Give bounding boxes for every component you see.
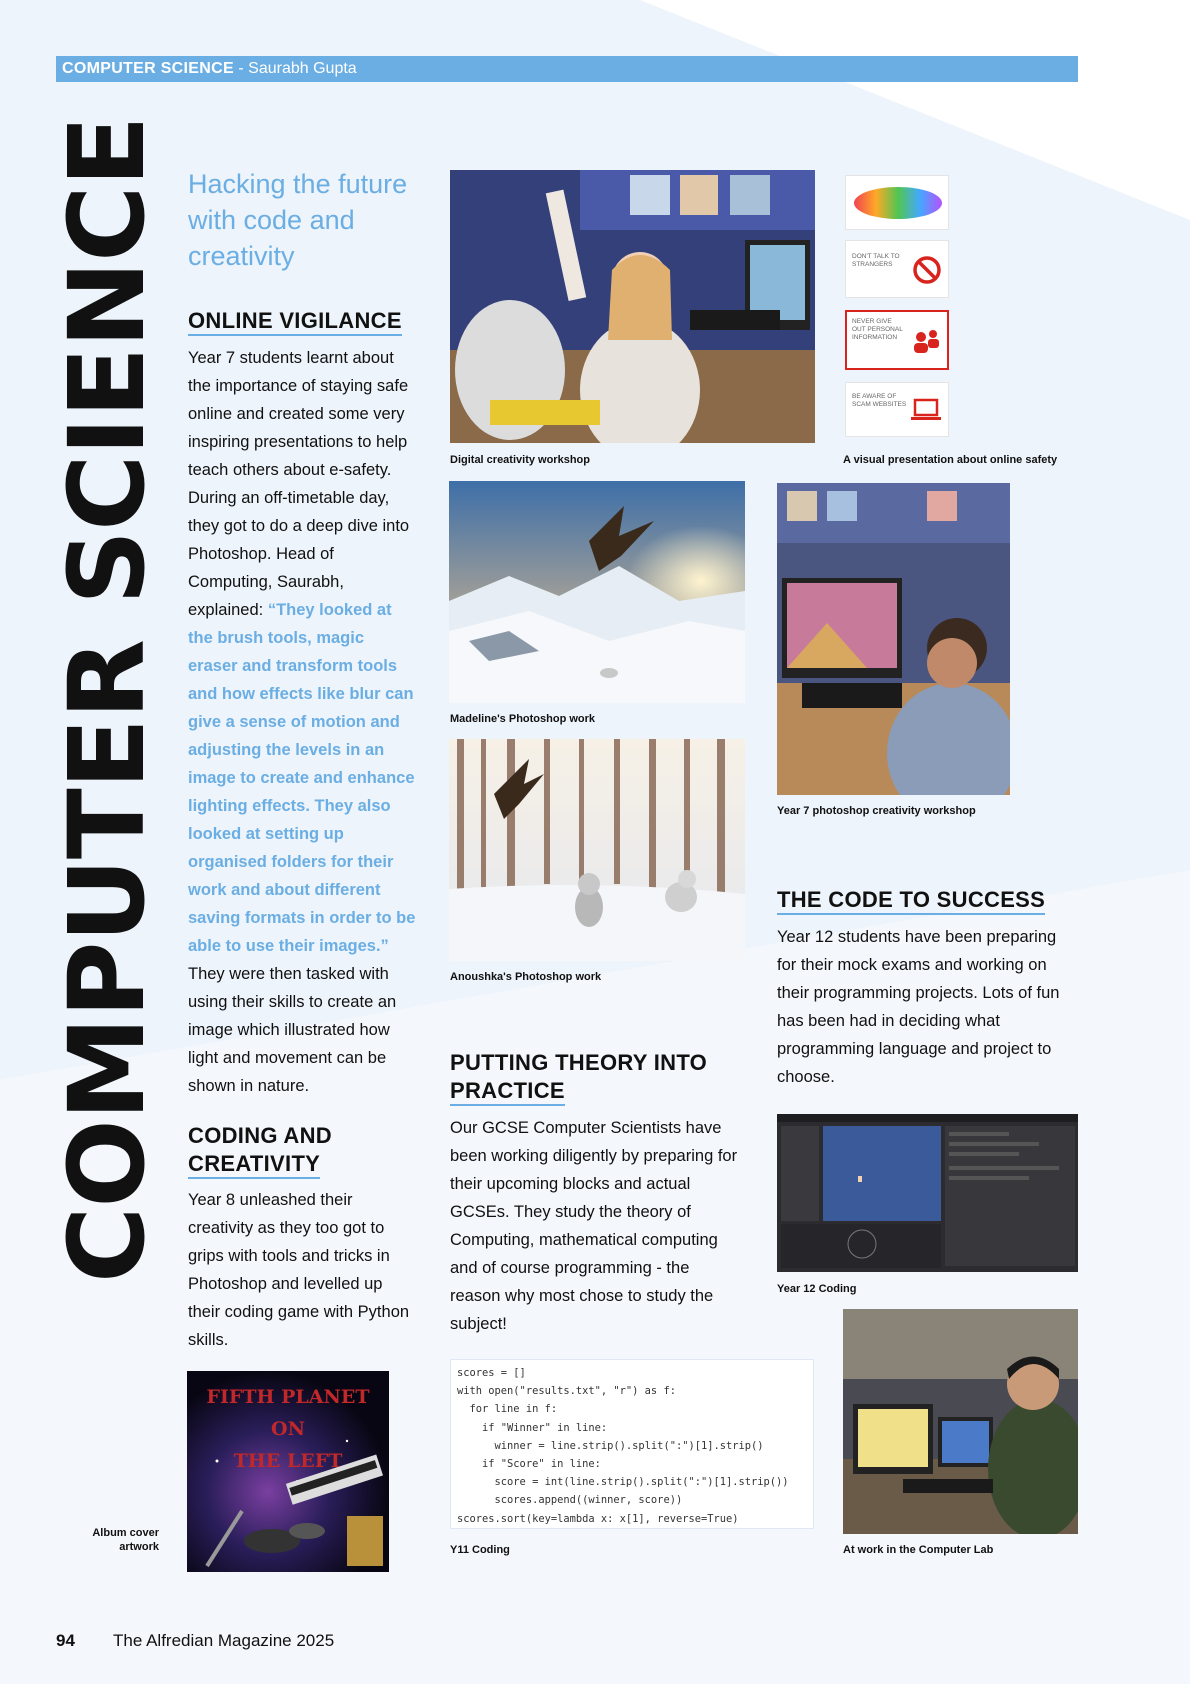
- code-line: scores.append((winner, score)): [457, 1494, 683, 1507]
- digital-workshop-photo: [450, 170, 815, 443]
- code-line: winner = line.strip().split(":")[1].strip(): [457, 1439, 764, 1452]
- online-vigilance-text: Year 7 students learnt about the importance of staying safe online and created some very inspiring presentations to help teach others about e-safety. During an off-timetable day, they got to do a deep dive into Photoshop. Head of Computing, Saurabh, explained: “They looked at the brush tools, magic eraser and transform tools and how effects like blur can give a sense of motion and adjusting the levels in an image to create and enhance lighting effects. They also looked at setting up organised folders for their work and about different saving formats in order to be able to use their images.” They were then tasked with using their skills to create an image which illustrated how light and movement can be shown in nature.: [188, 349, 416, 1095]
- computer-lab-photo: [843, 1309, 1078, 1534]
- album-title: FIFTH PLANET ON THE LEFT: [206, 1386, 370, 1472]
- code-line: for line in f:: [457, 1403, 558, 1416]
- laptop-icon: [910, 397, 942, 423]
- safety-card-scam: BE AWARE OF SCAM WEBSITES: [845, 382, 949, 437]
- caption-year12-coding: Year 12 Coding: [777, 1283, 857, 1295]
- header-subject: COMPUTER SCIENCE: [62, 60, 234, 77]
- code-line: scores.sort(key=lambda x: x[1], reverse=True): [457, 1512, 739, 1525]
- heading-code-to-success: THE CODE TO SUCCESS: [777, 886, 1045, 914]
- madeline-photoshop-image: [449, 481, 745, 703]
- heading-coding-creativity: CODING AND CREATIVITY: [188, 1122, 332, 1178]
- magazine-name: The Alfredian Magazine 2025: [113, 1631, 335, 1650]
- section-header-bar: [56, 56, 1078, 82]
- header-author: - Saurabh Gupta: [233, 60, 357, 77]
- code-line: with open("results.txt", "r") as f:: [457, 1385, 676, 1398]
- caption-album-cover: Album cover artwork: [92, 1527, 159, 1553]
- people-icon: [911, 326, 941, 356]
- code-line: if "Score" in line:: [457, 1458, 601, 1471]
- no-entry-icon: [912, 255, 942, 285]
- safety-card-personal-info: NEVER GIVE OUT PERSONAL INFORMATION: [845, 310, 949, 370]
- year12-coding-image: [777, 1114, 1078, 1272]
- heading-theory-practice: PUTTING THEORY INTO PRACTICE: [450, 1049, 707, 1105]
- anoushka-photoshop-image: [449, 739, 745, 961]
- coding-creativity-text: Year 8 unleashed their creativity as they too got to grips with tools and tricks in Photoshop and levelled up their coding game with Python skills.: [188, 1191, 410, 1349]
- code-to-success-text: Year 12 students have been preparing for their mock exams and working on their programming projects. Lots of fun has been had in deciding what programming language and project to choose.: [777, 928, 1060, 1086]
- theory-practice-text: Our GCSE Computer Scientists have been working diligently by preparing for their upcoming blocks and actual GCSEs. They study the theory of Computing, mathematical computing and of course programming - the reason why most chose to study the subject!: [450, 1119, 738, 1333]
- code-line: scores = []: [457, 1367, 526, 1379]
- head-of-computing-quote: “They looked at the brush tools, magic eraser and transform tools and how effects like blur can give a sense of motion and adjusting the levels in an image to create and enhance lighting effects. They also looked at setting up organised folders for their work and about different saving formats in order to be able to use their images.”: [188, 601, 416, 955]
- heading-online-vigilance: ONLINE VIGILANCE: [188, 307, 402, 335]
- caption-anoushka: Anoushka's Photoshop work: [450, 971, 602, 983]
- vertical-page-title: COMPUTER SCIENCE: [46, 116, 168, 1283]
- caption-online-safety: A visual presentation about online safety: [843, 454, 1058, 466]
- caption-year7-workshop: Year 7 photoshop creativity workshop: [777, 805, 976, 817]
- album-cover-image: [187, 1371, 389, 1572]
- caption-madeline: Madeline's Photoshop work: [450, 713, 596, 725]
- code-line: if "Winner" in line:: [457, 1421, 608, 1434]
- page-number: 94: [56, 1631, 75, 1650]
- caption-computer-lab: At work in the Computer Lab: [843, 1544, 994, 1556]
- tagline: Hacking the future with code and creativity: [188, 169, 408, 271]
- code-line: score = int(line.strip().split(":")[1].strip()): [457, 1476, 789, 1489]
- safety-card-strangers: DON'T TALK TO STRANGERS: [845, 240, 949, 298]
- safety-card-rainbow: [845, 175, 949, 230]
- caption-digital-workshop: Digital creativity workshop: [450, 454, 590, 466]
- year7-workshop-photo: [777, 483, 1010, 795]
- caption-y11-coding: Y11 Coding: [450, 1544, 510, 1556]
- y11-code-snippet: [450, 1359, 814, 1529]
